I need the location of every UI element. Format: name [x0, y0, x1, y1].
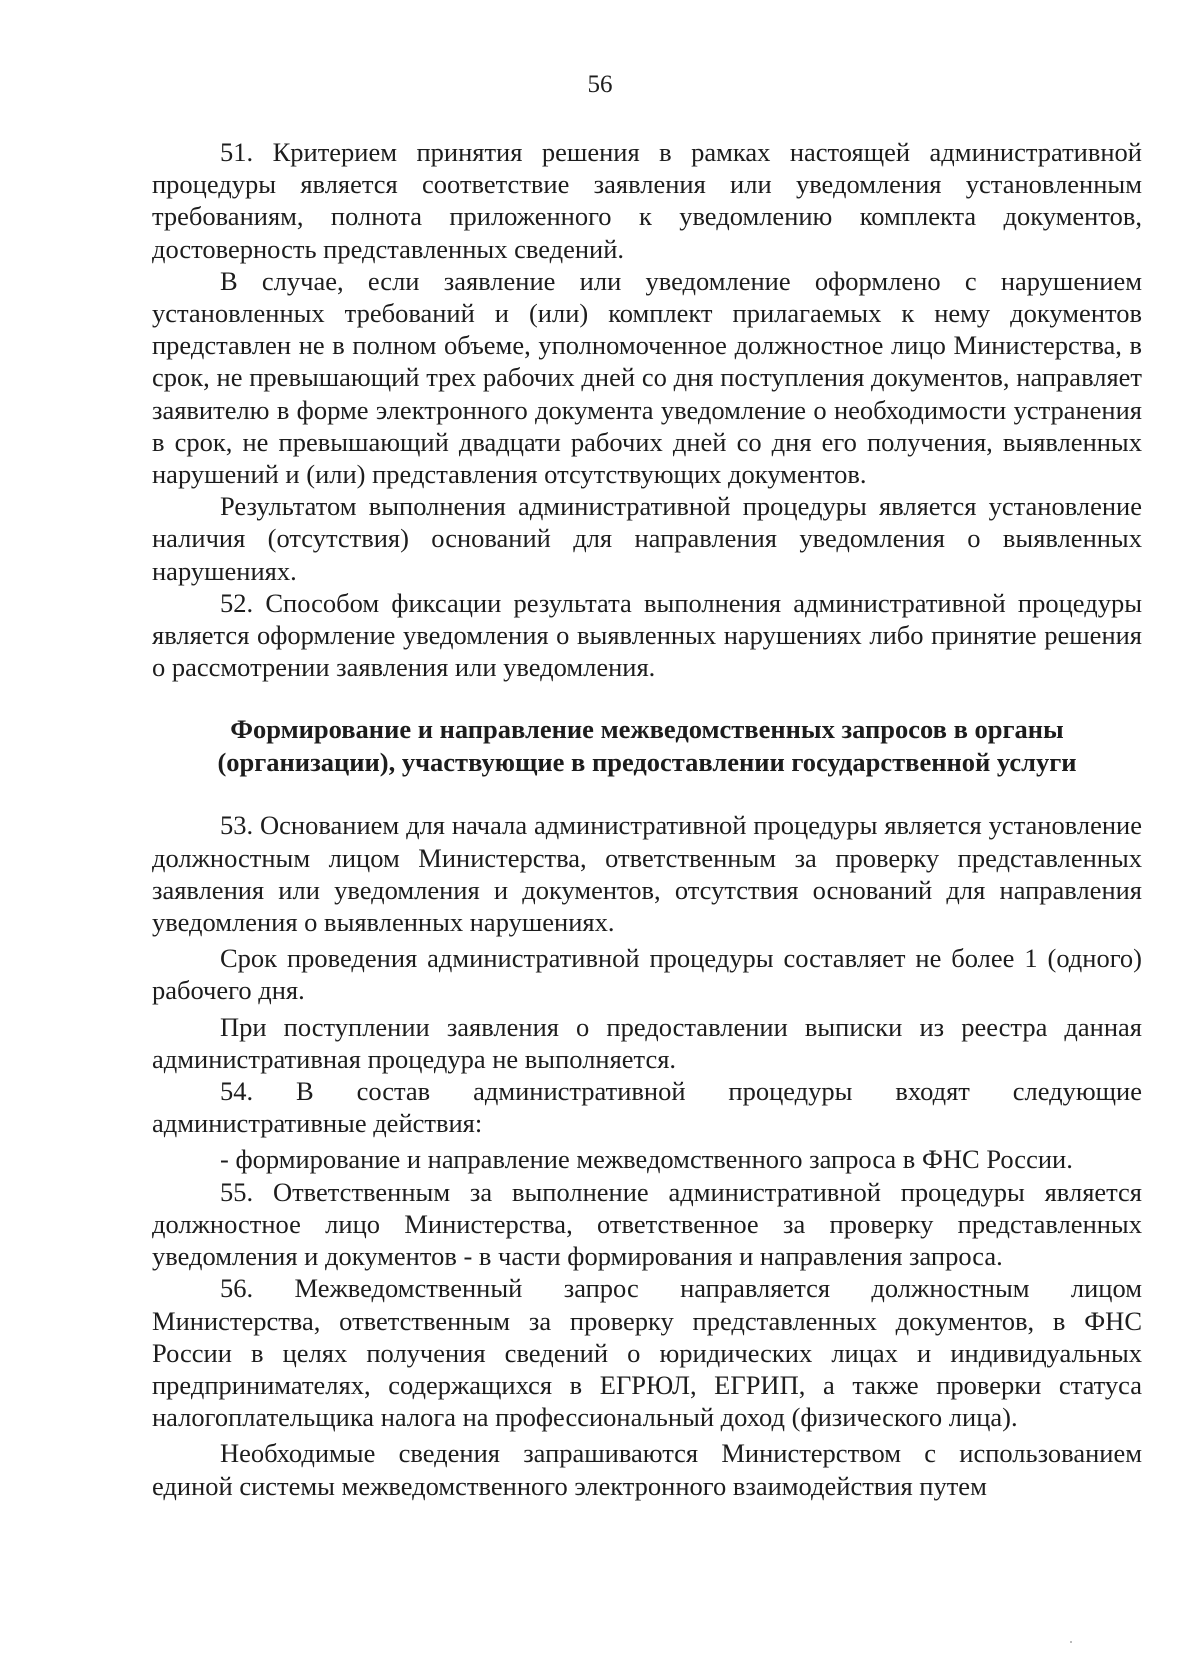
paragraph-51-result: Результатом выполнения административной процедуры является установление наличия (отсутствия) оснований для направления уведомления о выявленных нарушениях.: [152, 491, 1142, 586]
document-body: [152, 136, 1142, 1502]
paragraph-56-smev: Необходимые сведения запрашиваются Министерством с использованием единой системы межведомственного электронного взаимодействия путем: [152, 1438, 1142, 1501]
paragraph-54: 54. В состав административной процедуры входят следующие административные действия:: [152, 1076, 1142, 1139]
section-heading: [152, 713, 1142, 779]
paragraph-51-violations: В случае, если заявление или уведомление оформлено с нарушением установленных требований и (или) комплект прилагаемых к нему документов представлен не в полном объеме, уполномоченное должностное лицо Министерства, в срок, не превышающий трех рабочих дней со дня поступления документов, направляет заявителю в форме электронного документа уведомление о необходимости устранения в срок, не превышающий двадцати рабочих дней со дня его получения, выявленных нарушений и (или) представления отсутствующих документов.: [152, 265, 1142, 490]
paragraph-55: 55. Ответственным за выполнение административной процедуры является должностное лицо Министерства, ответственное за проверку представленных уведомления и документов - в части формирования и направления запроса.: [152, 1176, 1142, 1272]
paragraph-52: 52. Способом фиксации результата выполнения административной процедуры является оформление уведомления о выявленных нарушениях либо принятие решения о рассмотрении заявления или уведомления.: [152, 587, 1142, 683]
paragraph-54-action: - формирование и направление межведомственного запроса в ФНС России.: [220, 1144, 1073, 1175]
paragraph-53-term: Срок проведения административной процедуры составляет не более 1 (одного) рабочего дня.: [152, 943, 1142, 1006]
paragraph-51: 51. Критерием принятия решения в рамках настоящей административной процедуры является соответствие заявления или уведомления установленным требованиям, полнота приложенного к уведомлению комплекта документов, достоверность представленных сведений.: [152, 137, 1142, 264]
paragraph-56: 56. Межведомственный запрос направляется должностным лицом Министерства, ответственным за проверку представленных документов, в ФНС России в целях получения сведений о юридических лицах и индивидуальных предпринимателях, содержащихся в ЕГРЮЛ, ЕГРИП, а также проверки статуса налогоплательщика налога на профессиональный доход (физического лица).: [152, 1273, 1142, 1433]
page-number: 56: [587, 71, 613, 98]
paragraph-53-exception: При поступлении заявления о предоставлении выписки из реестра данная административная процедура не выполняется.: [152, 1011, 1142, 1074]
paragraph-53: 53. Основанием для начала административной процедуры является установление должностным лицом Министерства, ответственным за проверку представленных заявления или уведомления и документов, отсутствия оснований для направления уведомления о выявленных нарушениях.: [152, 810, 1142, 938]
section-heading-line-2: (организации), участвующие в предоставлении государственной услуги: [217, 747, 1077, 778]
scan-speck: [1070, 1641, 1072, 1643]
section-heading-line-1: Формирование и направление межведомственных запросов в органы: [230, 714, 1064, 745]
